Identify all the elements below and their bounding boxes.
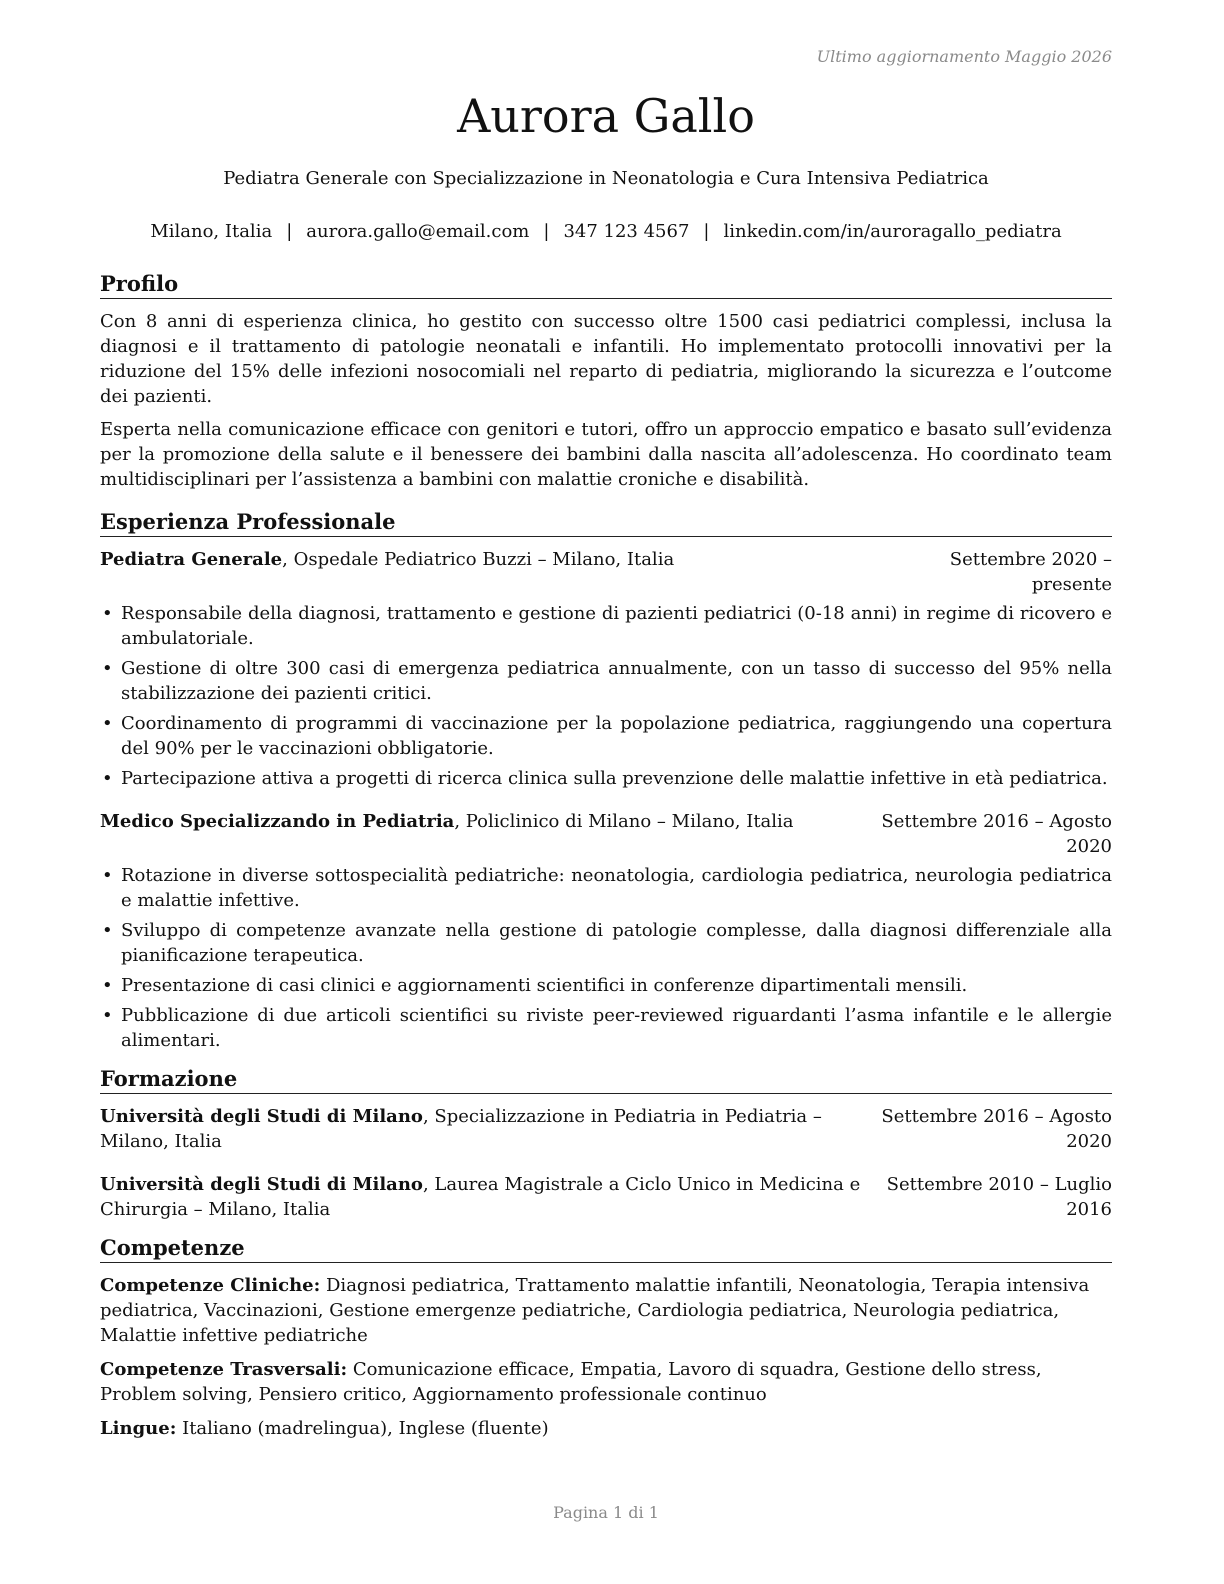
skill-row (100, 1416, 1112, 1441)
tagline: Pediatra Generale con Specializzazione in Neonatologia e Cura Intensiva Pediatrica (223, 168, 989, 189)
contact-location: Milano, Italia (150, 221, 273, 242)
page-number: Pagina 1 di 1 (553, 1503, 659, 1522)
job-dates: Settembre 2020 – presente (949, 549, 1112, 595)
contact-linkedin[interactable]: linkedin.com/in/auroragallo_pediatra (723, 221, 1062, 242)
section-title-skills: Competenze (100, 1234, 1112, 1263)
skill-row (100, 1357, 1112, 1407)
education-entry (100, 1104, 1112, 1154)
education-entry (100, 1172, 1112, 1222)
job-header (100, 809, 1112, 859)
contact-separator: | (543, 221, 550, 242)
education-school: Università degli Studi di Milano (100, 1106, 423, 1127)
list-item: • Gestione di oltre 300 casi di emergenza pediatrica annualmente, con un tasso di successo del 95% nella stabilizzazione dei pazienti critici. (100, 656, 1112, 706)
resume-page (100, 0, 1112, 1584)
profile-paragraph: Esperta nella comunicazione efficace con genitori e tutori, offro un approccio empatico e basato sull’evidenza per la promozione della salute e il benessere dei bambini dalla nascita all’adolescenza. Ho coordinato team multidisciplinari per l’assistenza a bambini con malattie croniche e disabilità. (100, 419, 1112, 490)
contact-separator: | (703, 221, 710, 242)
list-item: • Partecipazione attiva a progetti di ricerca clinica sulla prevenzione delle malattie infettive in età pediatrica. (100, 766, 1112, 791)
skill-text: Diagnosi pediatrica, Trattamento malattie infantili, Neonatologia, Terapia intensiva pediatrica, Vaccinazioni, Gestione emergenze pediatriche, Cardiologia pediatrica, Neurologia pediatrica, Malattie infettive pediatriche (100, 1275, 1090, 1346)
last-updated: Ultimo aggiornamento Maggio 2026 (816, 47, 1112, 66)
job-header (100, 547, 1112, 597)
job-bullets (100, 601, 1112, 791)
section-title-profile: Profilo (100, 270, 1112, 299)
contact-phone[interactable]: 347 123 4567 (563, 221, 690, 242)
candidate-name: Aurora Gallo (457, 89, 755, 143)
skill-row (100, 1273, 1112, 1348)
job-bullets (100, 863, 1112, 1053)
contact-email[interactable]: aurora.gallo@email.com (306, 221, 530, 242)
skill-label: Competenze Trasversali: (100, 1359, 348, 1380)
resume-content (100, 270, 1112, 1450)
skill-text: Italiano (madrelingua), Inglese (fluente) (176, 1418, 549, 1439)
list-item: • Responsabile della diagnosi, trattamento e gestione di pazienti pediatrici (0-18 anni) in regime di ricovero e ambulatoriale. (100, 601, 1112, 651)
skill-text: Comunicazione efficace, Empatia, Lavoro di squadra, Gestione dello stress, Problem solving, Pensiero critico, Aggiornamento professionale continuo (100, 1359, 1042, 1405)
skill-label: Lingue: (100, 1418, 177, 1439)
skill-label: Competenze Cliniche: (100, 1275, 321, 1296)
job-org: , Policlinico di Milano – Milano, Italia (454, 811, 794, 832)
job-dates: Settembre 2016 – Agosto 2020 (881, 811, 1112, 857)
skills-block (100, 1273, 1112, 1441)
job-title: Pediatra Generale (100, 549, 283, 570)
list-item: • Coordinamento di programmi di vaccinazione per la popolazione pediatrica, raggiungendo una copertura del 90% per le vaccinazioni obbligatorie. (100, 711, 1112, 761)
list-item: • Pubblicazione di due articoli scientifici su riviste peer-reviewed riguardanti l’asma infantile e le allergie alimentari. (100, 1003, 1112, 1053)
education-dates: Settembre 2010 – Luglio 2016 (886, 1174, 1112, 1220)
education-school: Università degli Studi di Milano (100, 1174, 423, 1195)
list-item: • Rotazione in diverse sottospecialità pediatriche: neonatologia, cardiologia pediatrica, neurologia pediatrica e malattie infettive. (100, 863, 1112, 913)
section-title-experience: Esperienza Professionale (100, 508, 1112, 537)
list-item: • Sviluppo di competenze avanzate nella gestione di patologie complesse, dalla diagnosi differenziale alla pianificazione terapeutica. (100, 918, 1112, 968)
job-org: , Ospedale Pediatrico Buzzi – Milano, Italia (282, 549, 675, 570)
contact-separator: | (286, 221, 293, 242)
profile-paragraph: Con 8 anni di esperienza clinica, ho gestito con successo oltre 1500 casi pediatrici complessi, inclusa la diagnosi e il trattamento di patologie neonatali e infantili. Ho implementato protocolli innovativi per la riduzione del 15% delle infezioni nosocomiali nel reparto di pediatria, migliorando la sicurezza e l’outcome dei pazienti. (100, 311, 1112, 407)
education-detail: , Laurea Magistrale a Ciclo Unico in Medicina e Chirurgia – Milano, Italia (100, 1174, 861, 1220)
job-title: Medico Specializzando in Pediatria (100, 811, 455, 832)
section-title-education: Formazione (100, 1065, 1112, 1094)
education-dates: Settembre 2016 – Agosto 2020 (881, 1106, 1112, 1152)
contact-line (100, 219, 1112, 244)
education-detail: , Specializzazione in Pediatria in Pediatria – Milano, Italia (100, 1106, 822, 1152)
list-item: • Presentazione di casi clinici e aggiornamenti scientifici in conferenze dipartimentali mensili. (100, 973, 1112, 998)
